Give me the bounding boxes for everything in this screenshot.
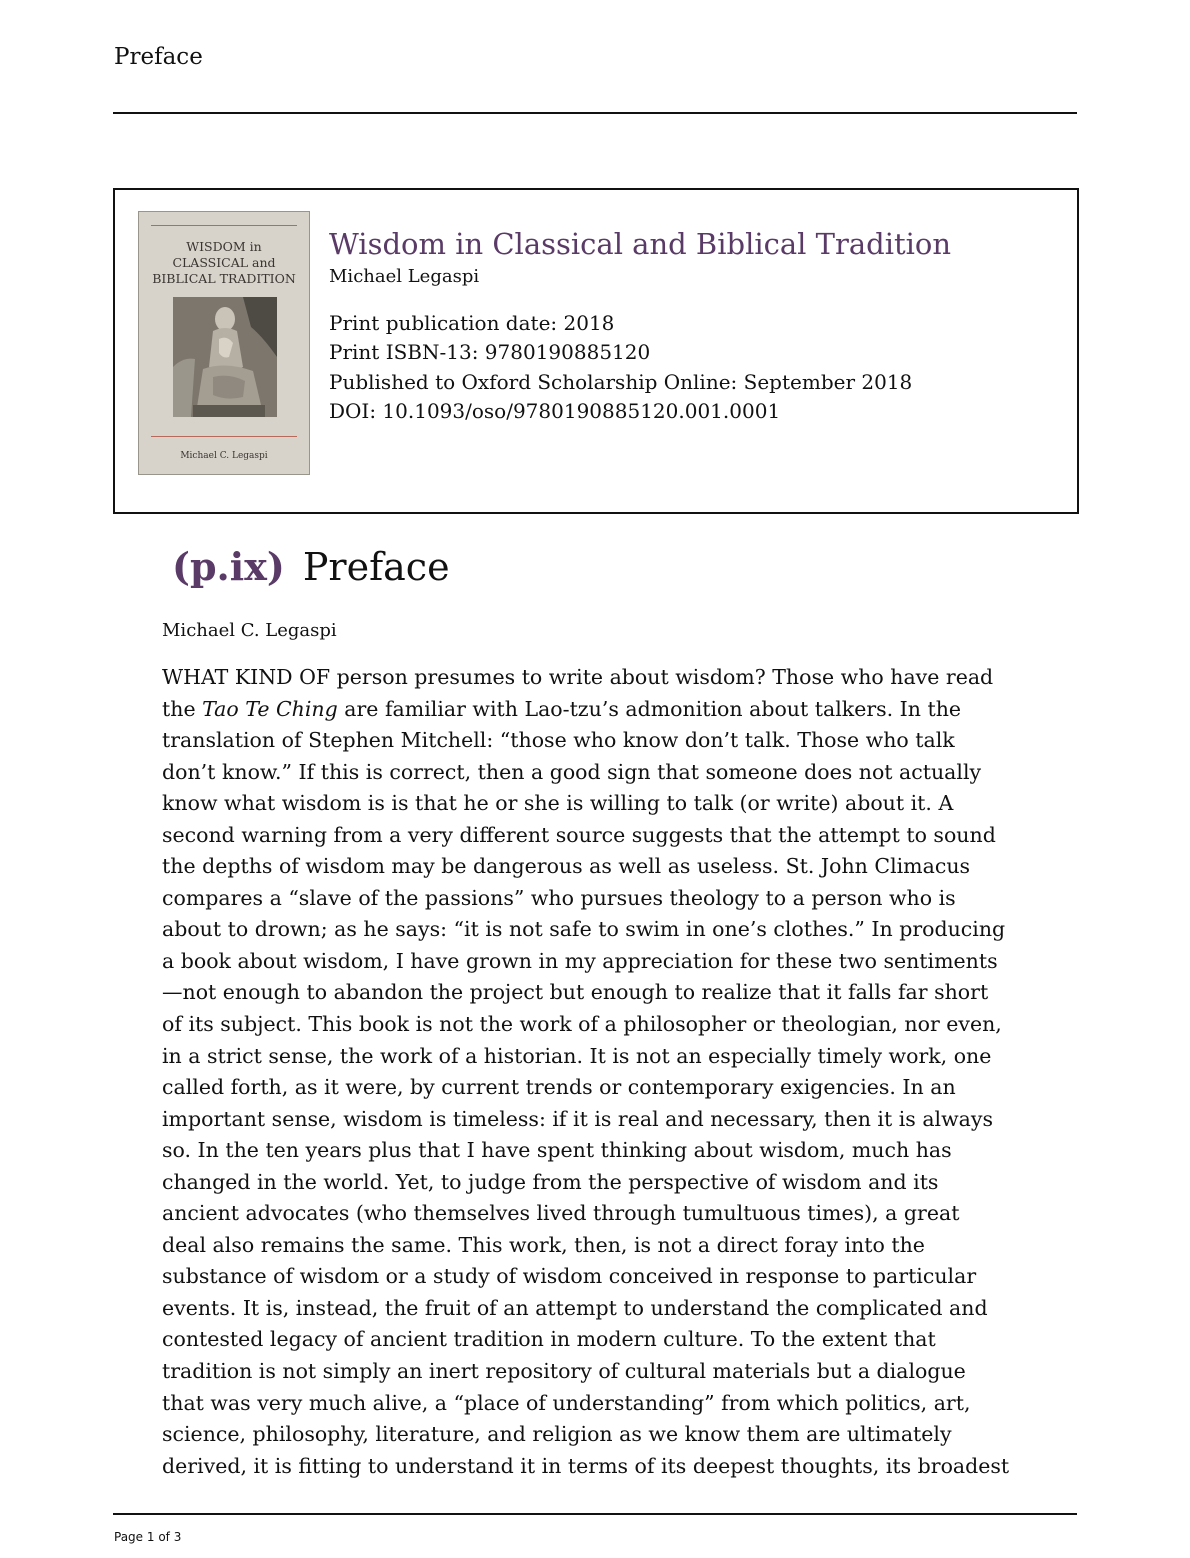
body-line: —not enough to abandon the project but enough to realize that it falls far short [162,980,989,1005]
cover-title [145,239,303,287]
body-line: important sense, wisdom is timeless: if it is real and necessary, then it is always [162,1106,993,1131]
body-line: that was very much alive, a “place of understanding” from which politics, art, [162,1390,971,1415]
body-line: derived, it is fitting to understand it in terms of its deepest thoughts, its broadest [162,1453,1010,1478]
body-line: translation of Stephen Mitchell: “those who know don’t talk. Those who talk [162,728,955,753]
book-cover-image[interactable] [138,211,310,475]
cover-title-line: BIBLICAL TRADITION [152,271,296,286]
body-line [162,694,1042,726]
footer-rule [113,1513,1077,1515]
body-line: contested legacy of ancient tradition in modern culture. To the extent that [162,1327,936,1352]
body-text-run: the [162,696,203,721]
cover-statue-artwork [173,297,277,417]
body-line: the depths of wisdom may be dangerous as well as useless. St. John Climacus [162,854,971,879]
cover-title-line: CLASSICAL and [172,255,276,270]
chapter-title: Preface [302,545,450,589]
body-text-run: are familiar with Lao-tzu’s admonition about talkers. In the [337,696,962,721]
body-line: science, philosophy, literature, and religion as we know them are ultimately [162,1422,952,1447]
chapter-author: Michael C. Legaspi [162,620,337,641]
print-publication-date: Print publication date: 2018 [329,311,615,335]
page-reference: (p.ix) [172,544,285,589]
cover-title-line: WISDOM in [186,239,262,254]
body-line: deal also remains the same. This work, then, is not a direct foray into the [162,1232,925,1257]
body-line: compares a “slave of the passions” who pursues theology to a person who is [162,885,956,910]
page-counter: Page 1 of 3 [114,1530,182,1544]
body-line: called forth, as it were, by current trends or contemporary exigencies. In an [162,1075,956,1100]
body-line: events. It is, instead, the fruit of an attempt to understand the complicated and [162,1295,988,1320]
body-line: substance of wisdom or a study of wisdom conceived in response to particular [162,1264,977,1289]
body-line: so. In the ten years plus that I have spent thinking about wisdom, much has [162,1138,952,1163]
body-line: second warning from a very different source suggests that the attempt to sound [162,822,996,847]
book-info-box [113,188,1079,514]
book-title-link[interactable]: Wisdom in Classical and Biblical Tradition [329,227,952,261]
book-title-italic: Tao Te Ching [202,696,338,721]
body-line: of its subject. This book is not the work of a philosopher or theologian, nor even, [162,1012,1002,1037]
chapter-heading [172,543,450,591]
body-line: ancient advocates (who themselves lived through tumultuous times), a great [162,1201,960,1226]
body-line: don’t know.” If this is correct, then a good sign that someone does not actually [162,759,982,784]
book-author: Michael Legaspi [329,266,480,287]
body-line: changed in the world. Yet, to judge from the perspective of wisdom and its [162,1169,939,1194]
print-isbn: Print ISBN-13: 9780190885120 [329,340,651,364]
cover-author: Michael C. Legaspi [180,451,268,461]
body-line: WHAT KIND OF person presumes to write about wisdom? Those who have read [162,665,994,689]
body-line: a book about wisdom, I have grown in my appreciation for these two sentiments [162,948,998,973]
body-paragraph [162,662,1042,1482]
running-head: Preface [114,44,203,70]
online-publication-date: Published to Oxford Scholarship Online: September 2018 [329,370,913,394]
header-rule [113,112,1077,114]
cover-bottom-rule [151,436,297,437]
body-line: in a strict sense, the work of a historian. It is not an especially timely work, one [162,1043,992,1068]
doi: DOI: 10.1093/oso/9780190885120.001.0001 [329,399,781,423]
body-line: about to drown; as he says: “it is not safe to swim in one’s clothes.” In producing [162,917,1006,942]
body-line: know what wisdom is is that he or she is willing to talk (or write) about it. A [162,791,954,816]
body-line: tradition is not simply an inert repository of cultural materials but a dialogue [162,1359,966,1384]
cover-top-rule [151,225,297,226]
